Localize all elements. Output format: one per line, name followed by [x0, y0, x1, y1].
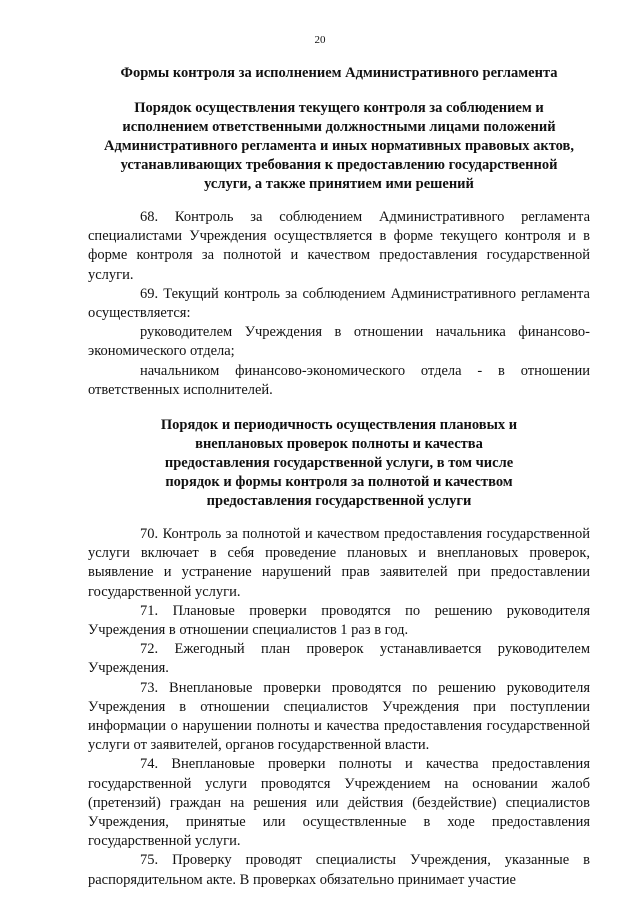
- subsection-title-current-control: Порядок осуществления текущего контроля за соблюдением и исполнением ответственными должностными лицами положений Административного регламента и иных нормативных правовых актов, устанавливающих требования к предоставлению государственной услуги, а также принятием ими решений: [103, 100, 575, 192]
- current-control-paragraphs: [88, 208, 590, 400]
- subsection-title-inspections: Порядок и периодичность осуществления плановых и внеплановых проверок полноты и качества предоставления государственной услуги, в том числе порядок и формы контроля за полнотой и качеством предоставления государственной услуги: [160, 417, 518, 510]
- paragraph-69-item-1: руководителем Учреждения в отношении начальника финансово-экономического отдела;: [88, 324, 590, 360]
- paragraph-73: 73. Внеплановые проверки проводятся по решению руководителя Учреждения в отношении специалистов Учреждения при поступлении информации о нарушении полноты и качества предоставления государственной услуги от заявителей, органов государственной власти.: [88, 679, 590, 754]
- paragraph-68: 68. Контроль за соблюдением Административного регламента специалистами Учреждения осуществляется в форме текущего контроля и в форме контроля за полнотой и качеством предоставления государственной услуги.: [88, 209, 590, 283]
- paragraph-69: 69. Текущий контроль за соблюдением Административного регламента осуществляется:: [88, 285, 590, 322]
- page-number: 20: [314, 34, 326, 46]
- paragraph-74: 74. Внеплановые проверки полноты и качества предоставления государственной услуги проводятся Учреждением на основании жалоб (претензий) граждан на решения или действия (бездействие) специалистов Учреждения, принятые или осуществленные в ходе предоставления государственной услуги.: [88, 756, 590, 850]
- paragraph-71: 71. Плановые проверки проводятся по решению руководителя Учреждения в отношении специалистов 1 раз в год.: [88, 602, 590, 639]
- paragraph-72: 72. Ежегодный план проверок устанавливается руководителем Учреждения.: [88, 641, 590, 677]
- paragraph-75: 75. Проверку проводят специалисты Учреждения, указанные в распорядительном акте. В проверках обязательно принимает участие: [88, 852, 590, 888]
- inspection-paragraphs: [88, 525, 590, 890]
- paragraph-69-item-2: начальником финансово-экономического отдела - в отношении ответственных исполнителей.: [88, 362, 590, 398]
- paragraph-70: 70. Контроль за полнотой и качеством предоставления государственной услуги включает в себя проведение плановых и внеплановых проверок, выявление и устранение нарушений прав заявителей при предоставлении государственной услуги.: [88, 526, 590, 600]
- section-title: Формы контроля за исполнением Административного регламента: [120, 65, 558, 81]
